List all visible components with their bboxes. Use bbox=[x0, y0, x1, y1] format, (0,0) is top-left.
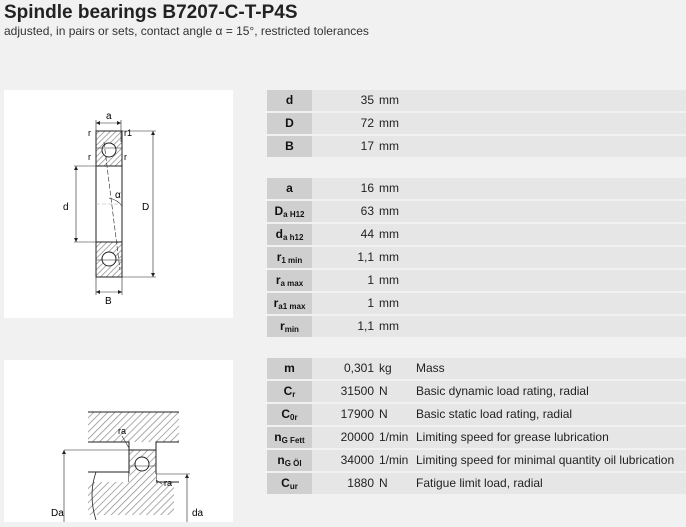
symbol-cell: d bbox=[267, 90, 312, 111]
value-cell: 35 bbox=[360, 93, 374, 107]
symbol-cell: B bbox=[267, 136, 312, 157]
symbol-cell: $C_{0r}$ bbox=[267, 404, 312, 425]
value-cell: 31500 bbox=[340, 384, 374, 398]
label-alpha: α bbox=[115, 190, 121, 201]
unit-cell: N bbox=[379, 407, 388, 421]
label-r1: r1 bbox=[124, 128, 133, 138]
dimensions-table bbox=[267, 90, 686, 159]
symbol-cell: $n_{G Öl}$ bbox=[267, 450, 312, 471]
label-ra-bottom: ra bbox=[164, 478, 173, 488]
label-r-mid-left: r bbox=[88, 152, 91, 162]
label-a: a bbox=[106, 111, 112, 122]
value-cell: 1 bbox=[367, 273, 374, 287]
table-row bbox=[267, 270, 686, 291]
label-r-top-left: r bbox=[88, 128, 91, 138]
unit-cell: mm bbox=[379, 204, 399, 218]
table-row bbox=[267, 293, 686, 314]
value-cell: 34000 bbox=[340, 453, 374, 467]
symbol-cell: $r_{a1 max}$ bbox=[267, 293, 312, 314]
table-row bbox=[267, 90, 686, 111]
housing-section bbox=[88, 412, 179, 442]
table-row bbox=[267, 381, 686, 402]
table-row bbox=[267, 427, 686, 448]
table-row bbox=[267, 201, 686, 222]
shaft-section bbox=[88, 474, 174, 515]
description-cell: Limiting speed for grease lubrication bbox=[416, 430, 609, 444]
value-cell: 17 bbox=[360, 139, 374, 153]
value-cell: 72 bbox=[360, 116, 374, 130]
description-cell: Limiting speed for minimal quantity oil lubrication bbox=[416, 453, 675, 467]
bottom-ball bbox=[102, 252, 116, 266]
symbol-cell: $C_{ur}$ bbox=[267, 473, 312, 494]
value-cell: 20000 bbox=[340, 430, 374, 444]
table-row bbox=[267, 316, 686, 337]
symbol-cell: $r_{1 min}$ bbox=[267, 247, 312, 268]
mounting-drawing bbox=[4, 360, 233, 522]
label-da: da bbox=[192, 508, 204, 519]
description-cell: Fatigue limit load, radial bbox=[416, 476, 543, 490]
unit-cell: mm bbox=[379, 116, 399, 130]
table-row bbox=[267, 358, 686, 379]
unit-cell: N bbox=[379, 384, 388, 398]
description-cell: Basic dynamic load rating, radial bbox=[416, 384, 589, 398]
value-cell: 44 bbox=[360, 227, 374, 241]
table-row bbox=[267, 247, 686, 268]
symbol-cell: a bbox=[267, 178, 312, 199]
unit-cell: mm bbox=[379, 93, 399, 107]
symbol-cell: $D_{a H12}$ bbox=[267, 201, 312, 222]
bearing-drawing bbox=[4, 90, 233, 318]
table-row bbox=[267, 224, 686, 245]
unit-cell: 1/min bbox=[379, 430, 409, 444]
table-row bbox=[267, 113, 686, 134]
page-subtitle: adjusted, in pairs or sets, contact angle α = 15°, restricted tolerances bbox=[4, 24, 369, 38]
description-cell: Basic static load rating, radial bbox=[416, 407, 573, 421]
value-cell: 1,1 bbox=[357, 250, 374, 264]
unit-cell: kg bbox=[379, 361, 392, 375]
symbol-cell: $r_{min}$ bbox=[267, 316, 312, 337]
symbol-cell: m bbox=[267, 358, 312, 379]
label-B: B bbox=[105, 296, 112, 307]
unit-cell: mm bbox=[379, 250, 399, 264]
value-cell: 1880 bbox=[347, 476, 374, 490]
value-cell: 17900 bbox=[340, 407, 374, 421]
symbol-cell: $r_{a max}$ bbox=[267, 270, 312, 291]
label-r-mid-right: r bbox=[124, 152, 127, 162]
value-cell: 1,1 bbox=[357, 319, 374, 333]
symbol-cell: $d_{a h12}$ bbox=[267, 224, 312, 245]
label-D: D bbox=[142, 202, 150, 213]
description-cell: Mass bbox=[416, 361, 445, 375]
table-row bbox=[267, 404, 686, 425]
label-d: d bbox=[63, 202, 69, 213]
unit-cell: mm bbox=[379, 227, 399, 241]
unit-cell: mm bbox=[379, 139, 399, 153]
table-row bbox=[267, 473, 686, 494]
table-row bbox=[267, 178, 686, 199]
table-row bbox=[267, 450, 686, 471]
value-cell: 0,301 bbox=[343, 361, 374, 375]
value-cell: 1 bbox=[367, 296, 374, 310]
ratings-table bbox=[267, 358, 686, 496]
unit-cell: 1/min bbox=[379, 453, 409, 467]
unit-cell: mm bbox=[379, 296, 399, 310]
page-title: Spindle bearings B7207-C-T-P4S bbox=[4, 2, 298, 23]
table-row bbox=[267, 136, 686, 157]
mount-ball bbox=[135, 457, 149, 471]
unit-cell: mm bbox=[379, 319, 399, 333]
unit-cell: mm bbox=[379, 273, 399, 287]
mounting-dimensions-table bbox=[267, 178, 686, 339]
symbol-cell: $C_r$ bbox=[267, 381, 312, 402]
value-cell: 16 bbox=[360, 181, 374, 195]
symbol-cell: $n_{G Fett}$ bbox=[267, 427, 312, 448]
symbol-cell: D bbox=[267, 113, 312, 134]
label-Da: Da bbox=[51, 508, 64, 519]
value-cell: 63 bbox=[360, 204, 374, 218]
unit-cell: mm bbox=[379, 181, 399, 195]
unit-cell: N bbox=[379, 476, 388, 490]
label-ra-top: ra bbox=[118, 426, 127, 436]
